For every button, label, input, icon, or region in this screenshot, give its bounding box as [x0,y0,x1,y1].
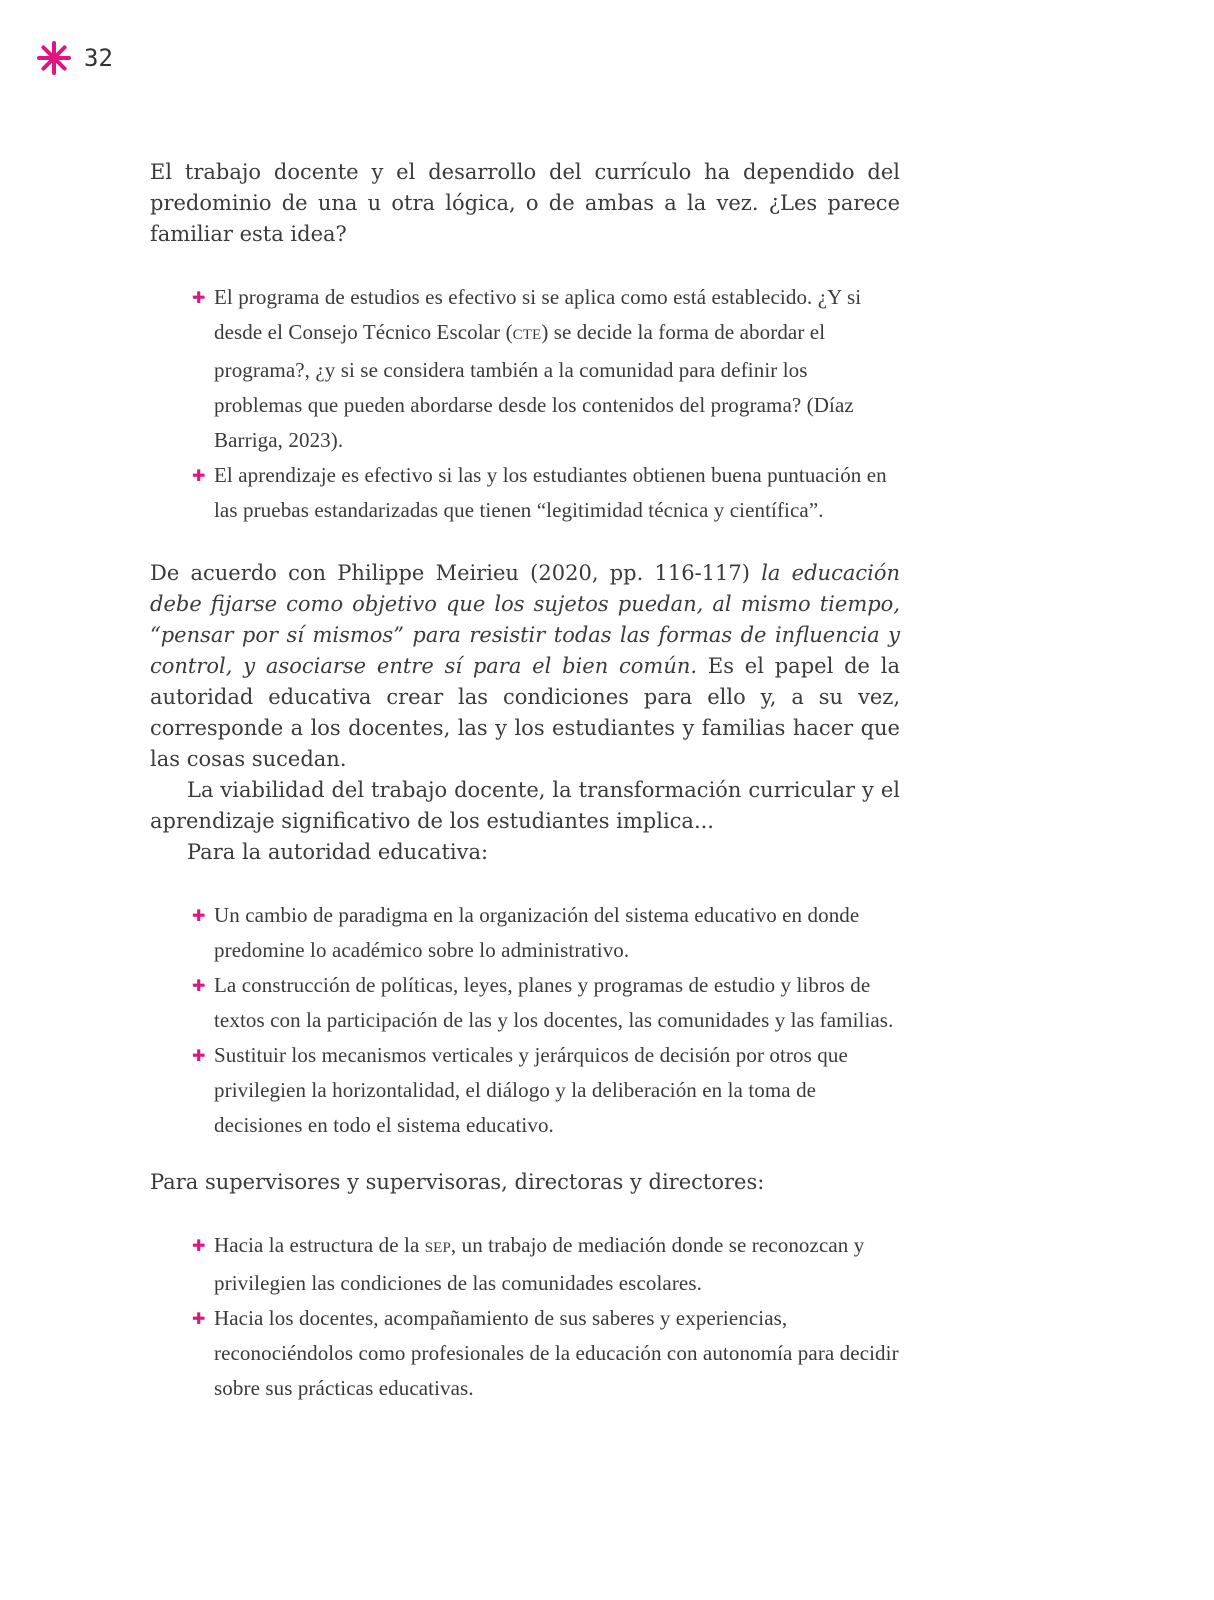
list-item: ✚ El programa de estudios es efectivo si se aplica como está establecido. ¿Y si desde el Consejo Técnico Escolar (CTE) se decide la forma de abordar el programa?, ¿y si se considera también a la comunidad para definir los problemas que pueden abordarse desde los contenidos del programa? (Díaz Barriga, 2023). [214,280,900,458]
cross-bullet-icon: ✚ [192,976,206,995]
viabilidad-paragraph: La viabilidad del trabajo docente, la transformación curricular y el aprendizaje significativo de los estudiantes implica... [150,778,900,833]
bullet-list-3 [150,1228,900,1406]
cross-bullet-icon: ✚ [192,1236,206,1255]
meirieu-paragraph: De acuerdo con Philippe Meirieu (2020, pp. 116-117) la educación debe fijarse como objetivo que los sujetos puedan, al mismo tiempo, “pensar por sí mismos” para resistir todas las formas de influencia y control, y asociarse entre sí para el bien común. Es el papel de la autoridad educativa crear las condiciones para ello y, a su vez, corresponde a los docentes, las y los estudiantes y familias hacer que las cosas sucedan. [150,561,900,771]
list-item: ✚ Un cambio de paradigma en la organización del sistema educativo en donde predomine lo académico sobre lo administrativo. [214,898,900,968]
list-item: ✚ La construcción de políticas, leyes, planes y programas de estudio y libros de textos con la participación de las y los docentes, las comunidades y las familias. [214,968,900,1038]
list-item: ✚ Hacia la estructura de la SEP, un trabajo de mediación donde se reconozcan y privilegien las condiciones de las comunidades escolares. [214,1228,900,1301]
autoridad-heading: Para la autoridad educativa: [187,840,489,864]
abbreviation: CTE [512,327,542,343]
cross-bullet-icon: ✚ [192,1309,206,1328]
asterisk-icon [36,40,72,76]
bullet-list-2 [150,898,900,1143]
list-item: ✚ Sustituir los mecanismos verticales y jerárquicos de decisión por otros que privilegien la horizontalidad, el diálogo y la deliberación en la toma de decisiones en todo el sistema educativo. [214,1038,900,1143]
page-header [36,38,113,78]
cross-bullet-icon: ✚ [192,1046,206,1065]
list-item: ✚ El aprendizaje es efectivo si las y los estudiantes obtienen buena puntuación en las pruebas estandarizadas que tienen “legitimidad técnica y científica”. [214,458,900,528]
intro-paragraph: El trabajo docente y el desarrollo del currículo ha dependido del predominio de una u otra lógica, o de ambas a la vez. ¿Les parece familiar esta idea? [150,160,900,246]
list-item: ✚ Hacia los docentes, acompañamiento de sus saberes y experiencias, reconociéndolos como profesionales de la educación con autonomía para decidir sobre sus prácticas educativas. [214,1301,900,1406]
page-body [150,157,900,1406]
supervisores-heading: Para supervisores y supervisoras, directoras y directores: [150,1170,765,1194]
page-number: 32 [84,44,113,72]
abbreviation: SEP [424,1240,451,1256]
cross-bullet-icon: ✚ [192,906,206,925]
cross-bullet-icon: ✚ [192,288,206,307]
cross-bullet-icon: ✚ [192,466,206,485]
meirieu-quote: la educación debe fijarse como objetivo que los sujetos puedan, al mismo tiempo, “pensar por sí mismos” para resistir todas las formas de influencia y control, y asociarse entre sí para el bien común. [150,561,900,678]
bullet-list-1 [150,280,900,528]
